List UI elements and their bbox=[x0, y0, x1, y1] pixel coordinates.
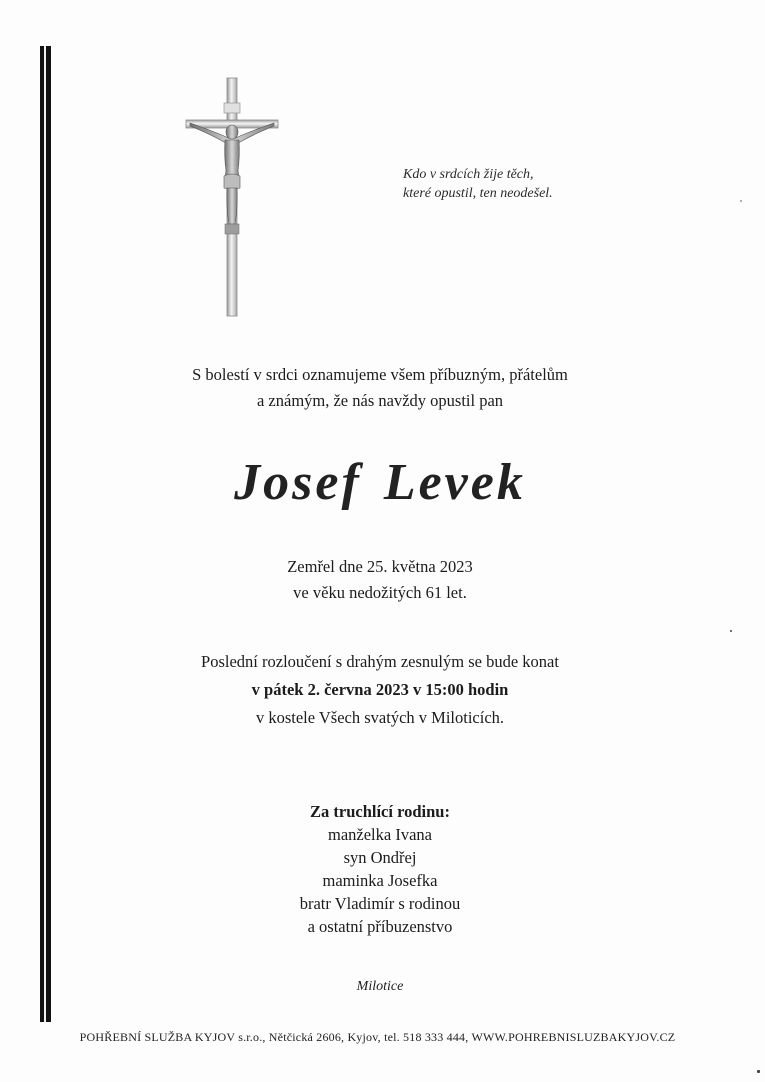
funeral-location-line: v kostele Všech svatých v Miloticích. bbox=[255, 708, 505, 727]
crucifix-icon bbox=[180, 76, 284, 318]
family-member: maminka Josefka bbox=[322, 871, 438, 890]
memorial-quote bbox=[403, 165, 553, 203]
place-name: Milotice bbox=[356, 979, 404, 994]
funeral-date-line: v pátek 2. června 2023 v 15:00 hodin bbox=[251, 680, 509, 699]
scan-speck bbox=[757, 1070, 760, 1073]
death-date-line: Zemřel dne 25. května 2023 bbox=[287, 557, 473, 576]
funeral-details bbox=[50, 648, 710, 732]
death-details bbox=[50, 554, 710, 606]
funeral-intro-line: Poslední rozloučení s drahým zesnulým se bude konat bbox=[201, 652, 559, 671]
age-line: ve věku nedožitých 61 let. bbox=[293, 583, 467, 602]
deceased-first-name: Josef bbox=[234, 454, 362, 511]
family-member: a ostatní příbuzenstvo bbox=[307, 917, 453, 936]
scan-speck bbox=[740, 200, 742, 202]
scan-speck bbox=[730, 630, 732, 632]
family-member: bratr Vladimír s rodinou bbox=[299, 894, 461, 913]
deceased-name bbox=[50, 448, 710, 518]
quote-line-2: které opustil, ten neodešel. bbox=[403, 186, 553, 201]
announcement-line-1: S bolestí v srdci oznamujeme všem příbuzným, přátelům bbox=[192, 365, 568, 384]
deceased-last-name: Levek bbox=[383, 454, 526, 511]
announcement-text bbox=[50, 362, 710, 414]
quote-line-1: Kdo v srdcích žije těch, bbox=[403, 167, 534, 182]
funeral-service-footer: POHŘEBNÍ SLUŽBA KYJOV s.r.o., Nětčická 2606, Kyjov, tel. 518 333 444, WWW.POHREBNISLUZBAKYJOV.CZ bbox=[79, 1030, 676, 1044]
family-heading: Za truchlící rodinu: bbox=[310, 802, 450, 821]
family-member: syn Ondřej bbox=[343, 848, 417, 867]
announcement-line-2: a známým, že nás navždy opustil pan bbox=[256, 391, 504, 410]
family-member: manželka Ivana bbox=[328, 825, 432, 844]
mourning-family bbox=[50, 800, 710, 938]
